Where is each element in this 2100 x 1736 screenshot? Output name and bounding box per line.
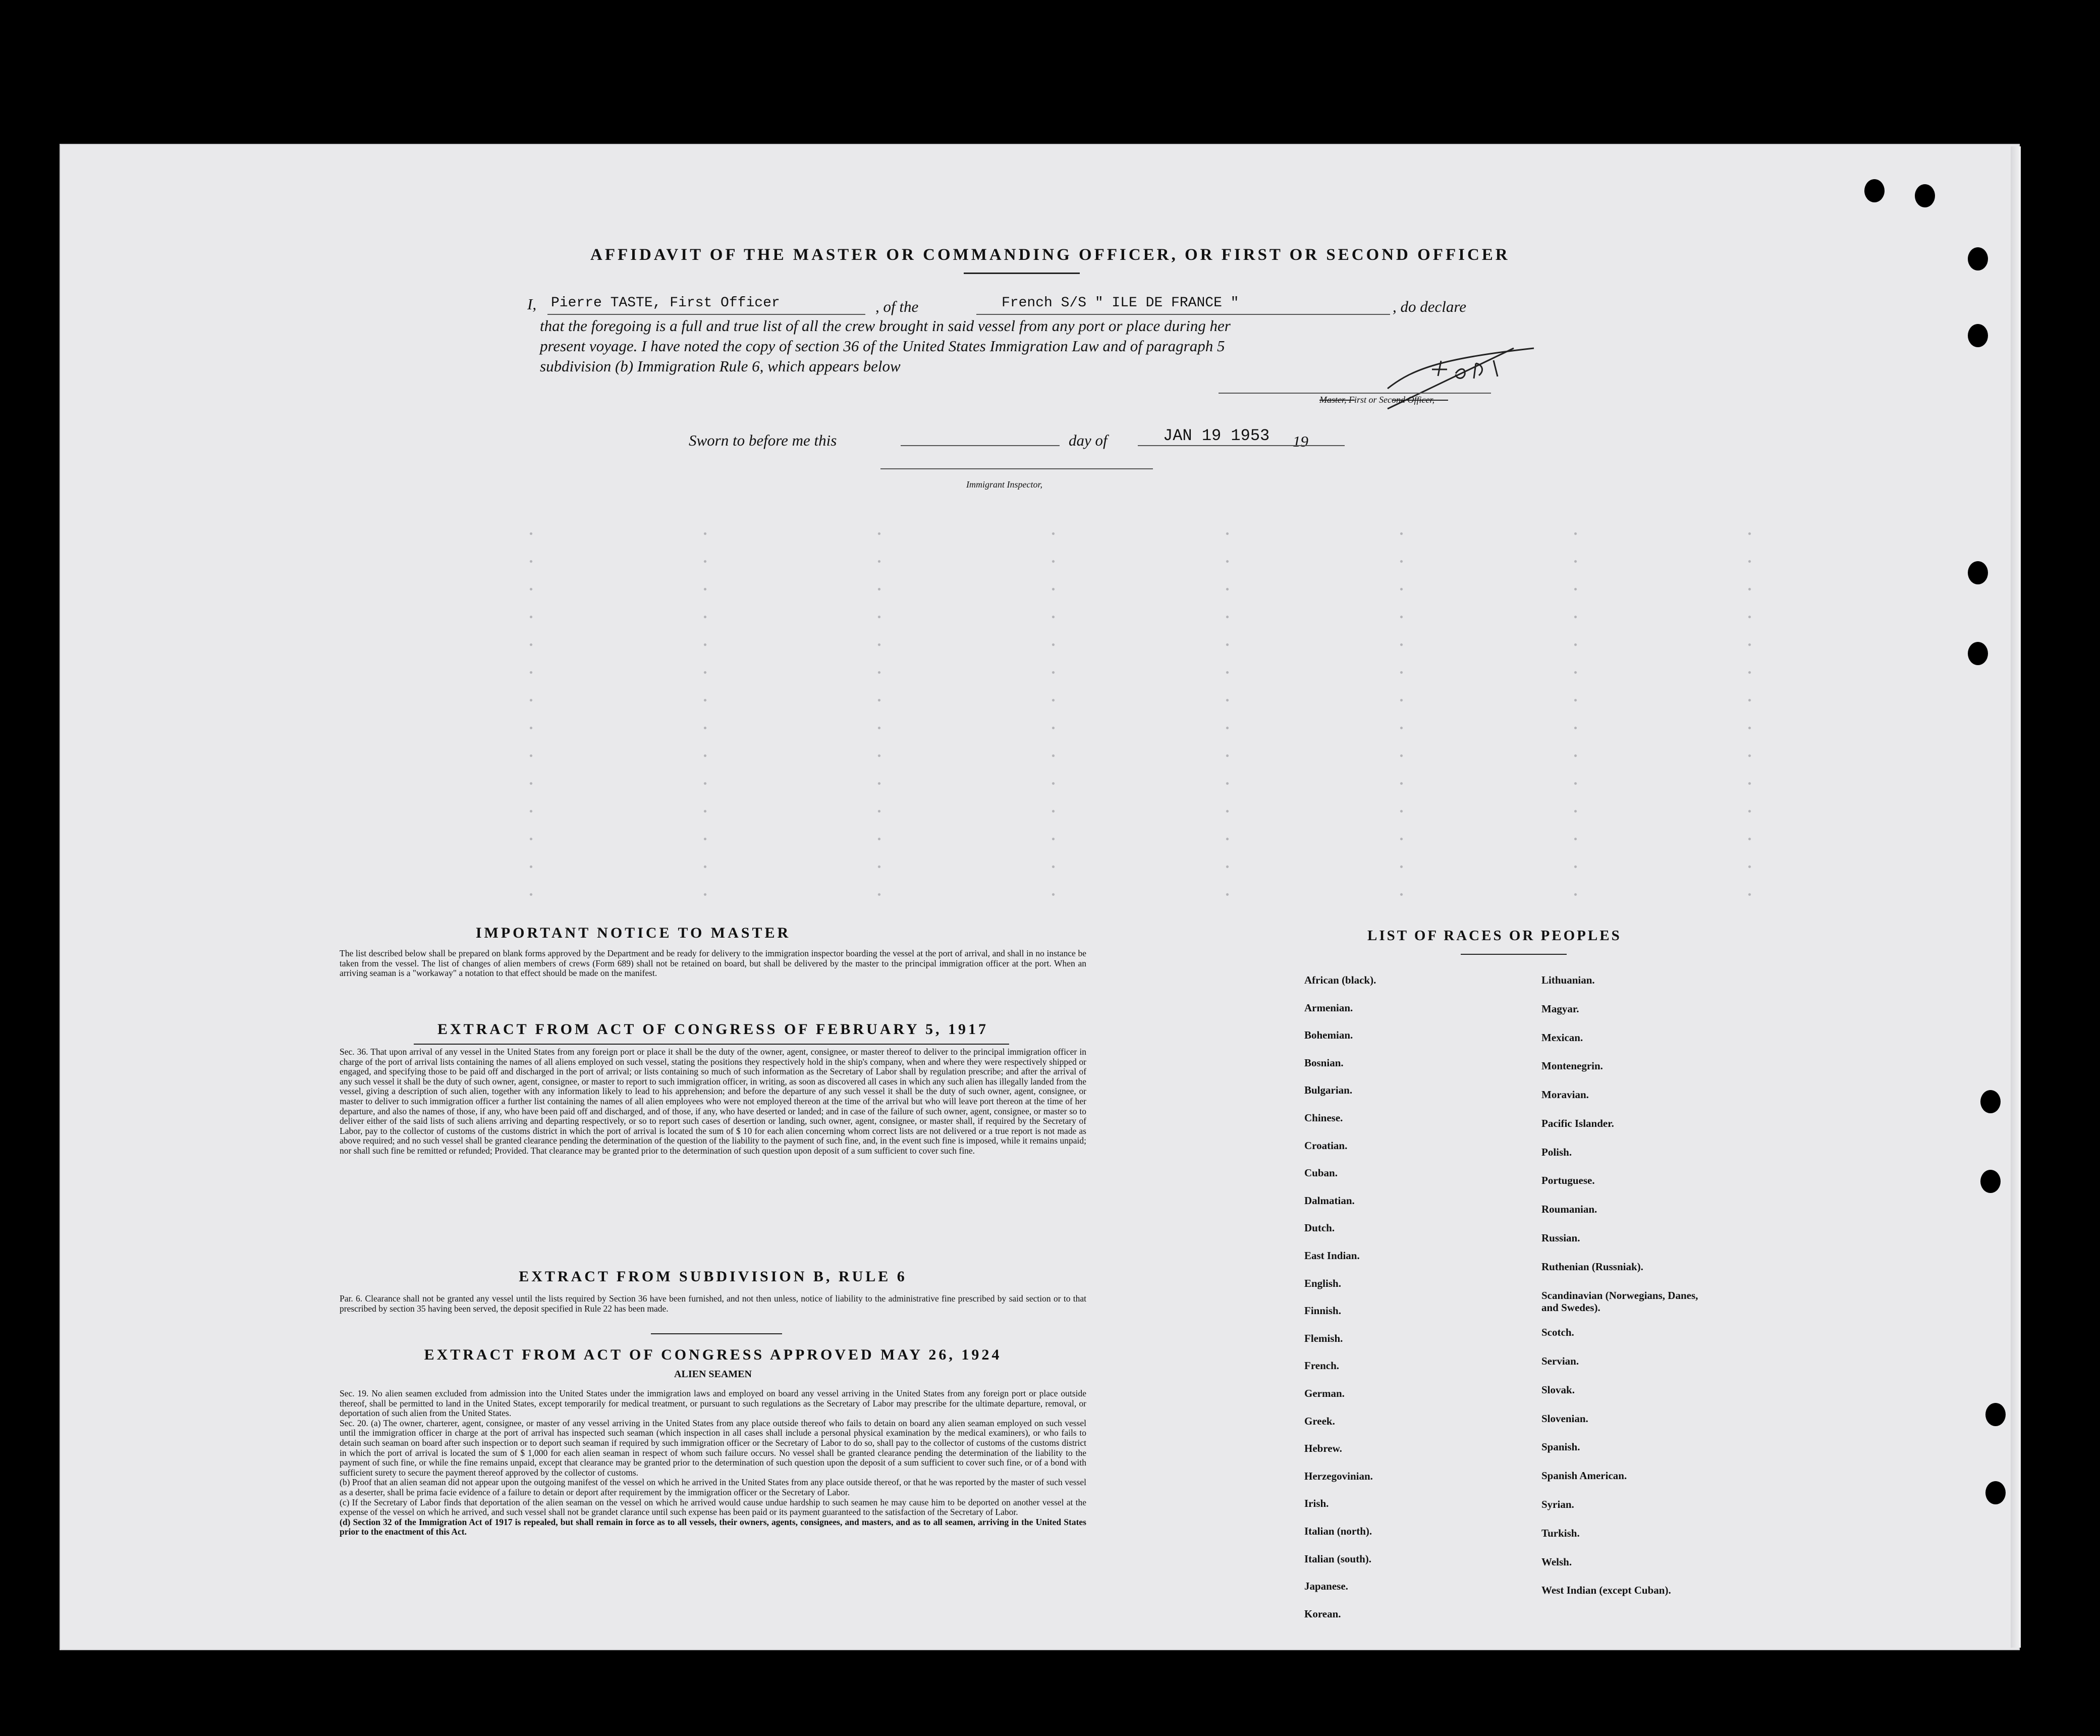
race-item: Dalmatian. — [1304, 1194, 1355, 1207]
extract-rule6-title: EXTRACT FROM SUBDIVISION B, RULE 6 — [519, 1268, 907, 1285]
race-item: Cuban. — [1304, 1167, 1338, 1179]
race-item: Armenian. — [1304, 1001, 1353, 1014]
alien-seamen-subtitle: ALIEN SEAMEN — [674, 1369, 752, 1380]
extract-1924-body — [340, 1389, 1086, 1537]
statement-line-2: present voyage. I have noted the copy of section 36 of the United States Immigration Law and of paragraph 5 — [540, 337, 1225, 355]
extract-1917-body — [340, 1047, 1086, 1156]
extract-rule6-rule — [651, 1333, 782, 1334]
bleed-through-marks — [444, 520, 1907, 903]
race-item: Italian (south). — [1304, 1552, 1372, 1565]
race-item: Ruthenian (Russniak). — [1541, 1260, 1643, 1273]
affidavit-title: AFFIDAVIT OF THE MASTER OR COMMANDING OFFICER, OR FIRST OR SECOND OFFICER — [590, 246, 1510, 264]
race-item: East Indian. — [1304, 1250, 1360, 1262]
vessel-name: French S/S " ILE DE FRANCE " — [1002, 295, 1239, 311]
notice-text: The list described below shall be prepared on blank forms approved by the Department and be ready for delivery to the immigration inspector boarding the vessel at the port of arrival, and shall in no instance be taken from the vessel. The list of changes of alien members of crews (Form 689) shall not be retained on board, but shall be delivered by the master to the principal immigration officer at the port. When an arriving seaman is a "workaway" a notation to that effect should be made on the manifest. — [340, 948, 1086, 979]
title-underline — [964, 273, 1080, 274]
race-item: Scandinavian (Norwegians, Danes, and Swedes). — [1541, 1289, 1698, 1314]
day-of-text: day of — [1069, 431, 1108, 449]
race-item: Portuguese. — [1541, 1174, 1595, 1187]
extract-rule6-text: Par. 6. Clearance shall not be granted any vessel until the lists required by Section 36 have been furnished, and not then unless, notice of liability to the administrative fine prescribed by said section or to that prescribed by section 35 having been served, the deposit specified in Rule 22 has been made. — [340, 1293, 1086, 1314]
punch-hole — [1968, 561, 1988, 584]
punch-hole — [1968, 324, 1988, 347]
race-item: Magyar. — [1541, 1002, 1579, 1015]
race-item: Mexican. — [1541, 1031, 1583, 1044]
race-item: Turkish. — [1541, 1527, 1580, 1539]
statement-line-3: subdivision (b) Immigration Rule 6, which appears below — [540, 357, 901, 375]
notice-title: IMPORTANT NOTICE TO MASTER — [475, 925, 791, 941]
officer-name: Pierre TASTE, First Officer — [551, 295, 780, 311]
sheet-edge — [2011, 146, 2021, 1648]
race-item: Slovenian. — [1541, 1412, 1588, 1425]
race-item: Korean. — [1304, 1607, 1341, 1620]
of-the-text: , of the — [875, 298, 919, 315]
race-item: West Indian (except Cuban). — [1541, 1584, 1671, 1597]
race-item: Montenegrin. — [1541, 1060, 1603, 1072]
race-item: Pacific Islander. — [1541, 1117, 1614, 1129]
race-item: Chinese. — [1304, 1112, 1343, 1124]
declare-prefix: I, — [527, 295, 537, 313]
notice-body — [340, 949, 1086, 979]
race-item: Lithuanian. — [1541, 974, 1595, 986]
race-item: Moravian. — [1541, 1089, 1589, 1101]
race-item: Dutch. — [1304, 1222, 1335, 1234]
punch-hole — [1985, 1481, 2006, 1504]
race-item: Roumanian. — [1541, 1203, 1597, 1216]
punch-hole — [1980, 1090, 2001, 1113]
date-stamp: JAN 19 1953 — [1163, 426, 1270, 445]
extract-rule6-body — [340, 1294, 1086, 1314]
race-item: Italian (north). — [1304, 1525, 1372, 1537]
inspector-caption: Immigrant Inspector, — [966, 479, 1042, 490]
signature-line — [1219, 393, 1491, 394]
race-item: Flemish. — [1304, 1332, 1343, 1344]
race-item: Irish. — [1304, 1497, 1329, 1510]
sec-20b-text: (b) Proof that an alien seaman did not appear upon the outgoing manifest of the vessel on which he arrived in the United States from any place outside thereof, or that he was reported by the master of such vessel as a deserter, shall be prima facie evidence of a failure to detain or deport after requirement by the immigration officer or the Secretary of Labor. — [340, 1477, 1086, 1497]
extract-1917-title: EXTRACT FROM ACT OF CONGRESS OF FEBRUARY 5, 1917 — [437, 1021, 989, 1038]
inspector-line — [880, 468, 1153, 469]
race-item: Japanese. — [1304, 1580, 1348, 1593]
race-item: Hebrew. — [1304, 1442, 1342, 1455]
sec-20a-text: Sec. 20. (a) The owner, charterer, agent, consignee, or master of any vessel arriving in the United States from any place outside thereof who fails to detain on board any alien seaman employed on such vessel until the immigration officer in charge at the port of arrival has inspected such seaman (which inspection in all cases shall include a personal physical examination by the medical examiners), or who fails to detain such seaman on board after such inspection or to deport such seaman if required by such immigration officer or the Secretary of Labor to do so, shall pay to the collector of customs of the customs district in which the port of arrival is located the sum of $ 1,000 for each alien seaman in respect of whom such failure occurs. No vessel shall be granted clearance pending the determination of the liability to the payment of such fine, or while the fine remains unpaid, except that clearance may be granted prior to the determination of such question upon the deposit of a sum sufficient to cover such fine, or of a bond with sufficient surety to secure the payment thereof approved by the collector of customs. — [340, 1418, 1086, 1478]
extract-1924-title: EXTRACT FROM ACT OF CONGRESS APPROVED MAY 26, 1924 — [424, 1346, 1002, 1363]
race-item: Spanish American. — [1541, 1470, 1627, 1482]
race-item: Croatian. — [1304, 1139, 1348, 1152]
race-item: Servian. — [1541, 1355, 1579, 1368]
race-item: Bulgarian. — [1304, 1084, 1353, 1097]
punch-hole — [1968, 642, 1988, 665]
punch-hole — [1980, 1170, 2001, 1193]
signature-caption: Master, First or Second Officer, — [1319, 395, 1434, 405]
sec-20c-text: (c) If the Secretary of Labor finds that deportation of the alien seaman on the vessel on which he arrived would cause undue hardship to such seamen he may cause him to be deported on another vessel at the expense of the vessel on which he arrived, and such vessel shall not be grandet clarance until such expense has been paid or its payment guaranteed to the satisfaction of the Secretary of Labor. — [340, 1497, 1086, 1517]
punch-hole — [1915, 184, 1935, 207]
race-item: Greek. — [1304, 1415, 1335, 1427]
punch-hole — [1985, 1403, 2006, 1426]
officer-name-line — [547, 314, 865, 315]
race-item: Syrian. — [1541, 1498, 1574, 1511]
races-title-underline — [1461, 954, 1567, 955]
sec-19-text: Sec. 19. No alien seamen excluded from admission into the United States under the immigration laws and employed on board any vessel arriving in the United States from any foreign port or place outside thereof, shall be permitted to land in the United States, except temporarily for medical treatment, or pursuant to such regulations as the Secretary of Labor may prescribe for the ultimate departure, removal, or deportation of such alien from the United States. — [340, 1388, 1086, 1419]
officer-signature — [1372, 328, 1554, 429]
race-item: Polish. — [1541, 1146, 1572, 1158]
race-item: English. — [1304, 1277, 1341, 1289]
race-item: Bosnian. — [1304, 1056, 1344, 1069]
strikeout-second — [1393, 400, 1448, 401]
race-item: Welsh. — [1541, 1555, 1572, 1568]
vessel-line — [976, 314, 1390, 315]
race-item: German. — [1304, 1387, 1345, 1399]
do-declare-text: , do declare — [1393, 298, 1467, 315]
date-line — [1138, 445, 1284, 446]
extract-1917-rule — [414, 1044, 1009, 1045]
race-item: Scotch. — [1541, 1326, 1574, 1339]
race-item: French. — [1304, 1360, 1340, 1372]
extract-1917-text: Sec. 36. That upon arrival of any vessel in the United States from any foreign port or place it shall be the duty of the owner, agent, consignee, or master thereof to deliver to the principal immigration officer in charge of the port of arrival lists containing the names of all aliens employed on such vessel, stating the positions they respectively hold in the ship's company, when and where they were respectively shipped or engaged, and specifying those to be paid off and discharged in the port of arrival; or lists containing so much of such information as the Secretary of Labor shall by regulation prescribe; and after the arrival of any such vessel it shall be the duty of such owner, agent, consignee, or master to report to such immigration officer, in writing, as soon as discovered all cases in which any such alien has illegally landed from the vessel, giving a description of such alien, together with any information likely to lead to his apprehension; and before the departure of any such vessel it shall be the duty of such owner, agent, consignee, or master to deliver to such immigration officer a further list containing the names of all alien employees who were not employed thereon at the time of the arrival but who will leave port thereon at the time of her departure, and also the names of those, if any, who have been paid off and discharged, and of those, if any, who have deserted or landed; and in case of the failure of such owner, agent, consignee, or master so to deliver either of the said lists of such aliens arriving and departing respectively, or so to report such cases of desertion or landing, such owner, agent, consignee, or master shall, if required by the Secretary of Labor, pay to the collector of customs of the customs district in which the port of arrival is located the sum of $ 10 for each alien concerning whom correct lists are not delivered or a true report is not made as above required; and no such vessel shall be granted clearance pending the determination of the question of the liability to the payment of such fine, and, in the event such fine is imposed, while it remains unpaid; nor shall such fine be remitted or refunded; Provided. That clearance may be granted prior to the determination of such question upon deposit of a sum sufficient to cover such fine. — [340, 1047, 1086, 1156]
race-item: Spanish. — [1541, 1441, 1580, 1453]
sec-20d-text: (d) Section 32 of the Immigration Act of 1917 is repealed, but shall remain in force as to all vessels, their owners, agents, consignees, and masters, and as to all seamen, arriving in the United States prior to the enactment of this Act. — [340, 1516, 1086, 1537]
races-title: LIST OF RACES OR PEOPLES — [1367, 928, 1622, 944]
sworn-day-line — [901, 445, 1060, 446]
race-item: Russian. — [1541, 1232, 1580, 1244]
statement-line-1: that the foregoing is a full and true list of all the crew brought in said vessel from any port or place during her — [540, 317, 1231, 335]
race-item: Bohemian. — [1304, 1029, 1353, 1042]
strikeout-master — [1319, 400, 1355, 401]
sworn-text: Sworn to before me this — [689, 431, 837, 449]
year-prefix: 19 — [1293, 432, 1308, 450]
race-item: Herzegovinian. — [1304, 1470, 1373, 1482]
race-item: Slovak. — [1541, 1383, 1575, 1396]
year-line — [1284, 445, 1345, 446]
punch-hole — [1864, 179, 1885, 202]
race-item: African (black). — [1304, 974, 1376, 986]
race-item: Finnish. — [1304, 1305, 1341, 1317]
punch-hole — [1968, 247, 1988, 270]
